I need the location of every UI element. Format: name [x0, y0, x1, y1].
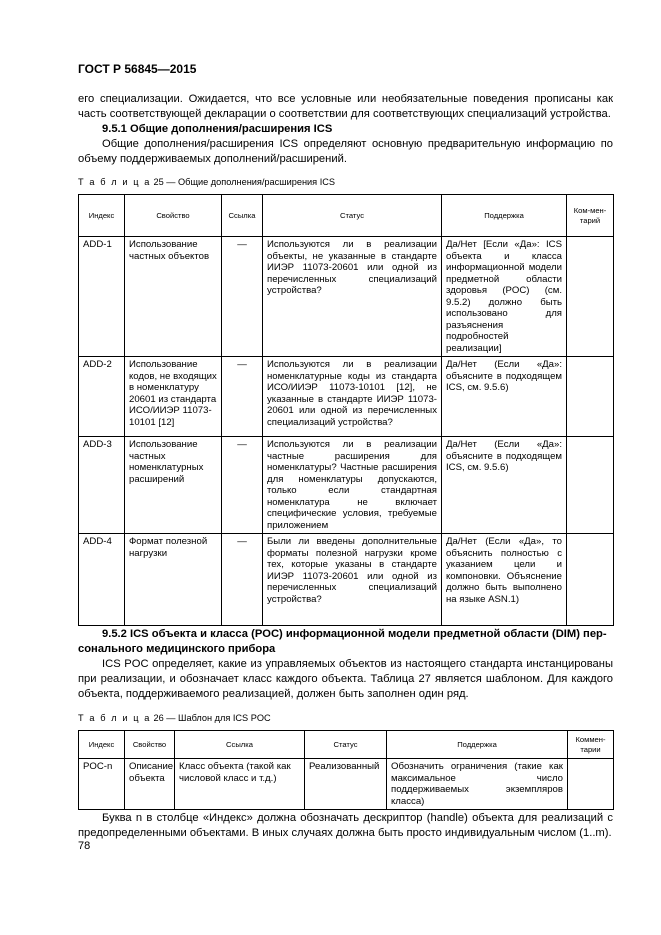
section-text-9-5-1: Общие дополнения/расширения ICS определяют основную предварительную информацию по объему поддерживаемых дополнений/расширений. [78, 138, 613, 165]
header-index: Индекс [79, 195, 125, 237]
cell-reference: — [222, 534, 263, 626]
header-property: Свойство [125, 731, 175, 759]
cell-index: ADD-1 [79, 237, 125, 357]
table-row [79, 237, 614, 357]
header-comment: Ком-мен-тарий [567, 195, 614, 237]
header-status: Статус [263, 195, 442, 237]
header-reference: Ссылка [175, 731, 305, 759]
cell-reference: — [222, 357, 263, 437]
cell-support: Да/Нет (Если «Да»: объясните в подходящем ICS, см. 9.5.6) [442, 437, 567, 534]
cell-reference: — [222, 237, 263, 357]
cell-index: POC-n [79, 759, 125, 810]
cell-status: Реализованный [305, 759, 387, 810]
cell-status: Используются ли в реализации объекты, не указанные в стандарте ИИЭР 11073-20601 или одной из перечисленных специализаций устройства? [263, 237, 442, 357]
cell-support: Обозначить ограничения (такие как максимальное число поддерживаемых экземпляров класса) [387, 759, 568, 810]
document-header: ГОСТ Р 56845—2015 [78, 62, 197, 76]
cell-status: Используются ли в реализации частные расширения для номенклатуры? Частные расширения для номенклатуры допускаются, только если стандартная номенклатура не включает специфические условия, требуемые приложением [263, 437, 442, 534]
cell-index: ADD-2 [79, 357, 125, 437]
table-row [79, 437, 614, 534]
table-row [79, 759, 614, 810]
cell-property: Формат полезной нагрузки [125, 534, 222, 626]
cell-comment [567, 437, 614, 534]
header-reference: Ссылка [222, 195, 263, 237]
table-header-row [79, 195, 614, 237]
closing-paragraph: Буква n в столбце «Индекс» должна обозначать дескриптор (handle) объекта для реализаций с предопределенными объектами. В иных случаях должна быть просто индивидуальным числом (1..m). [78, 812, 613, 839]
header-status: Статус [305, 731, 387, 759]
header-property: Свойство [125, 195, 222, 237]
caption-text: 26 — Шаблон для ICS POC [150, 713, 271, 723]
table-26 [78, 730, 614, 810]
section-heading-9-5-2-line1: 9.5.2 ICS объекта и класса (POC) информационной модели предметной области (DIM) пер- [102, 628, 607, 640]
cell-status: Были ли введены дополнительные форматы полезной нагрузки кроме тех, которые указаны в стандарте ИИЭР 11073-20601 или одной из перечисленных специализаций устройства? [263, 534, 442, 626]
table-25-caption [78, 177, 335, 187]
cell-comment [568, 759, 614, 810]
table-header-row [79, 731, 614, 759]
table-26-caption [78, 713, 271, 723]
header-support: Поддержка [387, 731, 568, 759]
caption-prefix: Т а б л и ц а [78, 177, 151, 187]
cell-index: ADD-3 [79, 437, 125, 534]
cell-index: ADD-4 [79, 534, 125, 626]
caption-text: 25 — Общие дополнения/расширения ICS [150, 177, 336, 187]
cell-support: Да/Нет (Если «Да»: объясните в подходящем ICS, см. 9.5.6) [442, 357, 567, 437]
cell-comment [567, 237, 614, 357]
table-25 [78, 194, 614, 626]
cell-property: Использование частных объектов [125, 237, 222, 357]
header-index: Индекс [79, 731, 125, 759]
cell-support: Да/Нет (Если «Да», то объяснить полностью с указанием цели и компоновки. Объяснение должно быть выполнено на языке ASN.1) [442, 534, 567, 626]
cell-property: Описание объекта [125, 759, 175, 810]
caption-prefix: Т а б л и ц а [78, 713, 151, 723]
table-row [79, 357, 614, 437]
section-text-9-5-2: ICS POC определяет, какие из управляемых объектов из настоящего стандарта инстанцированы при реализации, и обозначает класс каждого объекта. Таблица 27 является шаблоном. Для каждого объекта, поддерживаемого реализацией, должен быть заполнен один ряд. [78, 658, 613, 700]
intro-paragraph: его специализации. Ожидается, что все условные или необязательные поведения прописаны как часть соответствующей декларации о соответствии для соответствующих специализаций устройства. [78, 93, 613, 120]
cell-comment [567, 357, 614, 437]
cell-property: Использование кодов, не входящих в номенклатуру 20601 из стандарта ИСО/ИИЭР 11073-10101 [12] [125, 357, 222, 437]
section-heading-9-5-2-line2: сонального медицинского прибора [78, 643, 276, 655]
cell-support: Да/Нет [Если «Да»: ICS объекта и класса информационной модели предметной области здоровья (POC) (см. 9.5.2) должно быть использовано для разъяснения подробностей реализации] [442, 237, 567, 357]
table-row [79, 534, 614, 626]
page-number: 78 [78, 840, 91, 852]
cell-comment [567, 534, 614, 626]
header-comment: Коммен-тарии [568, 731, 614, 759]
cell-property: Использование частных номенклатурных расширений [125, 437, 222, 534]
section-heading-9-5-1: 9.5.1 Общие дополнения/расширения ICS [102, 123, 333, 135]
cell-status: Используются ли в реализации номенклатурные коды из стандарта ИСО/ИИЭР 11073-10101 [12], не указанные в стандарте ИИЭР 11073-20601 или одной из перечисленных специализаций устройства? [263, 357, 442, 437]
cell-reference: — [222, 437, 263, 534]
cell-reference: Класс объекта (такой как числовой класс и т.д.) [175, 759, 305, 810]
header-support: Поддержка [442, 195, 567, 237]
